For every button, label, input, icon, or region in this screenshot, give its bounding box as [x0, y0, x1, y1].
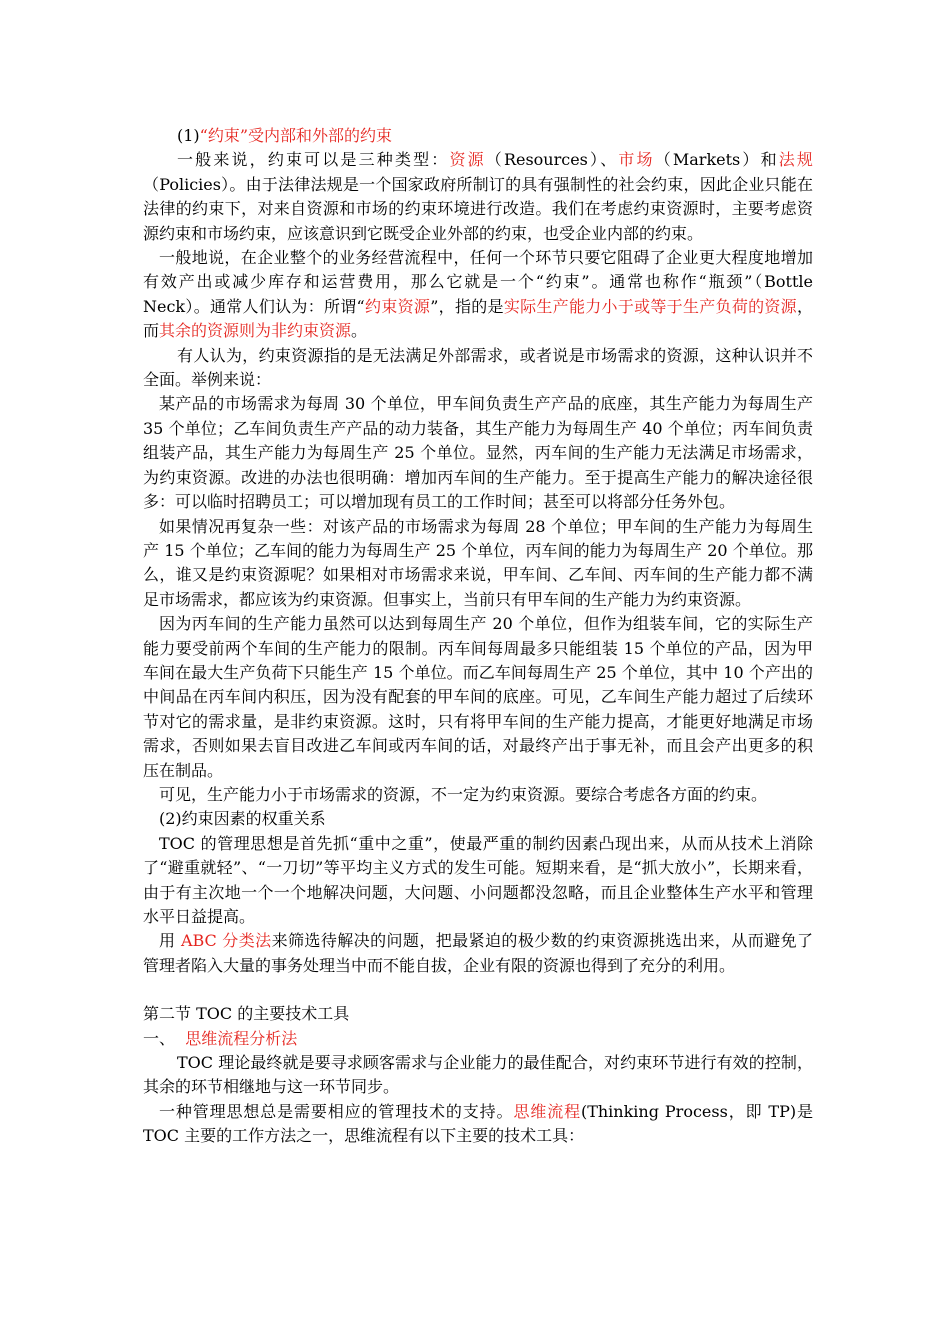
subsection-heading-text: 思维流程分析法: [185, 1028, 298, 1048]
subsection-title: [143, 1027, 813, 1051]
term-resources: 资源: [449, 150, 486, 170]
heading-text: “约束”受内部和外部的约束: [199, 126, 393, 145]
paragraph-conclusion: 可见，生产能力小于市场需求的资源，不一定为约束资源。要综合考虑各方面的约束。: [159, 784, 768, 804]
paragraph-toc-goal: TOC 理论最终就是要寻求顾客需求与企业能力的最佳配合，对约束环节进行有效的控制，其余的环节相继地与这一环节同步。: [143, 1053, 813, 1097]
term-constraint-resource: 约束资源: [364, 296, 431, 316]
text-run: 。: [351, 321, 368, 341]
paragraph-toc-philosophy: TOC 的管理思想是首先抓“重中之重”，使最严重的制约因素凸现出来，从而从技术上消除了“避重就轻”、“一刀切”等平均主义方式的发生可能。短期来看，是“抓大放小”，长期来看，由于有主次地一个一个地解决问题，大问题、小问题都没忽略，而且企业整体生产水平和管理水平日益提高。: [143, 833, 813, 926]
paragraph-explanation: 因为丙车间的生产能力虽然可以达到每周生产 20 个单位，但作为组装车间，它的实际生产能力要受前两个车间的生产能力的限制。丙车间每周最多只能组装 15 个单位的产品，因为甲车间在最大生产负荷下只能生产 15 个单位。而乙车间每周生产 25 个单位，其中 10 个产出的中间品在丙车间内积压，因为没有配套的甲车间的底座。可见，乙车间生产能力超过了后续环节对它的需求量，是非约束资源。这时，只有将甲车间的生产能力提高，才能更好地满足市场需求，否则如果去盲目改进乙车间或丙车间的话，对最终产出于事无补，而且会产出更多的积压在制品。: [143, 614, 813, 780]
paragraph-abc-method: [143, 929, 813, 978]
text-run: ”，指的是: [430, 296, 504, 316]
paragraph-bottleneck-definition: [143, 246, 813, 344]
paragraph-thinking-process: [143, 1100, 813, 1149]
text-run: 一种管理思想总是需要相应的管理技术的支持。: [159, 1101, 514, 1121]
text-run: 来筛选待解决的问题，把最紧迫的极少数的约束资源挑选出来，从而避免了管理者陷入大量的事务处理当中而不能自拔，企业有限的资源也得到了充分的利用。: [143, 931, 813, 975]
spacer: [143, 978, 813, 1002]
term-capacity-definition: 实际生产能力小于或等于生产负荷的资源: [503, 296, 797, 316]
text-run: （Policies）。由于法律法规是一个国家政府所制订的具有强制性的社会约束，因此企业只能在法律的约束下，对来自资源和市场的约束环境进行改造。我们在考虑约束资源时，主要考虑资源约束和市场约束，应该意识到它既受企业外部的约束，也受企业内部的约束。: [143, 174, 813, 243]
paragraph-opinion: 有人认为，约束资源指的是无法满足外部需求，或者说是市场需求的资源，这种认识并不全面。举例来说：: [143, 345, 813, 390]
text-run: 用: [159, 931, 181, 951]
term-policies: 法规: [778, 150, 813, 170]
text-run: （Resources）、: [485, 150, 619, 170]
term-thinking-process: 思维流程: [513, 1101, 581, 1121]
section-title: 第二节 TOC 的主要技术工具: [143, 1004, 350, 1024]
text-run: 一般来说，约束可以是三种类型：: [177, 150, 450, 170]
term-markets: 市场: [618, 150, 655, 170]
heading-constraint-internal-external: [143, 124, 813, 148]
text-run: 一般地说，在企业整个的业务经营流程中，任何一个环节只要它阻碍了企业更大程度地增加有效产出或减少库存和运营费用，那么它就是一个“约束”。通常也称作“瓶颈”（Bottle Neck）。通常人们认为：所谓“: [143, 248, 813, 316]
text-run: (Thinking Process，即 TP)是 TOC 主要的工作方法之一，思维流程有以下主要的技术工具：: [143, 1101, 813, 1146]
text-run: （Markets）和: [654, 150, 779, 170]
paragraph-example-2: 如果情况再复杂一些：对该产品的市场需求为每周 28 个单位；甲车间的生产能力为每周生产 15 个单位；乙车间的能力为每周生产 25 个单位，丙车间的能力为每周生产 20 个单位。那么，谁又是约束资源呢？如果相对市场需求来说，甲车间、乙车间、丙车间的生产能力都不满足市场需求，都应该为约束资源。但事实上，当前只有甲车间的生产能力为约束资源。: [143, 516, 813, 609]
heading-number: (1): [177, 126, 200, 145]
term-abc-classification: ABC 分类法: [180, 931, 272, 951]
text-run: ，而: [143, 296, 813, 341]
subsection-number: 一、: [143, 1028, 186, 1048]
paragraph-constraint-types: [143, 148, 813, 246]
paragraph-example-1: 某产品的市场需求为每周 30 个单位，甲车间负责生产产品的底座，其生产能力为每周生产 35 个单位；乙车间负责生产产品的动力装备，其生产能力为每周生产 40 个单位；丙车间负责组装产品，其生产能力为每周生产 25 个单位。显然，丙车间的生产能力无法满足市场需求，为约束资源。改进的办法也很明确：增加丙车间的生产能力。至于提高生产能力的解决途径很多：可以临时招聘员工；可以增加现有员工的工作时间；甚至可以将部分任务外包。: [143, 394, 813, 512]
heading-constraint-weights: (2)约束因素的权重关系: [159, 809, 326, 829]
document-body: [143, 124, 813, 1149]
term-non-constraint: 其余的资源则为非约束资源: [159, 321, 352, 341]
